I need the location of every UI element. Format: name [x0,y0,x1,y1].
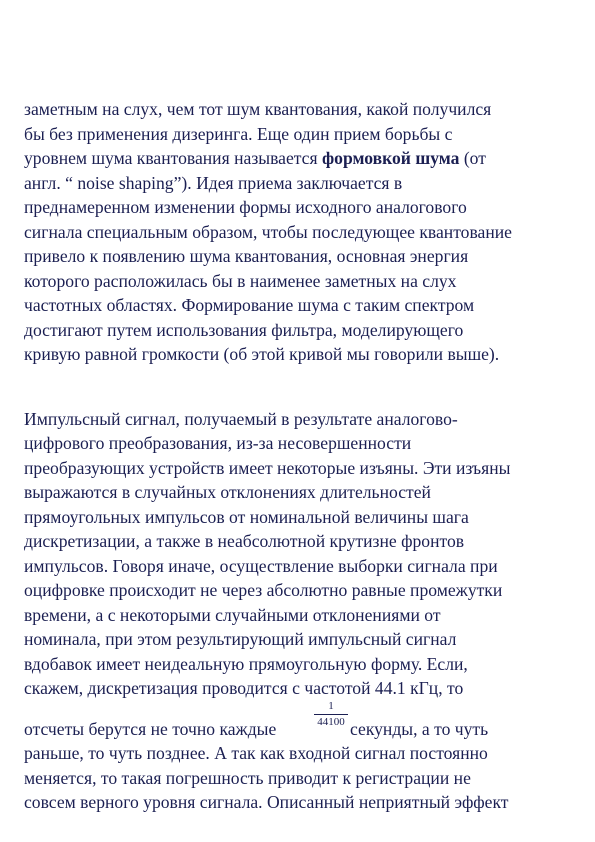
text-line: цифрового преобразования, из-за несовершенности [24,433,412,453]
fraction-text-line [24,699,574,742]
text-line: англ. “ noise shaping”). Идея приема заключается в [24,172,403,193]
fraction-formula [313,699,349,729]
text-line: скажем, дискретизация проводится с частотой 44.1 кГц, то [24,678,464,698]
text-line: оцифровке происходит не через абсолютно равные промежутки [24,580,503,600]
text-line: импульсов. Говоря иначе, осуществление выборки сигнала при [24,555,498,576]
text-line: бы без применения дизеринга. Еще один прием борьбы с [24,123,453,144]
document-page [24,97,574,815]
text-line: номинала, при этом результирующий импульсный сигнал [24,629,457,649]
fraction-numerator: 1 [328,699,334,712]
text-line: достигают путем использования фильтра, моделирующего [24,319,464,340]
text-line: привело к появлению шума квантования, основная энергия [24,246,469,266]
text-line: дискретизации, а также в неабсолютной крутизне фронтов [24,531,465,551]
text-line: прямоугольных импульсов от номинальной величины шага [24,506,469,527]
text-run: секунды, а то чуть [350,718,489,739]
text-line: частотных областях. Формирование шума с таким спектром [24,295,475,315]
text-line: выражаются в случайных отклонениях длительностей [24,482,431,502]
text-line: Импульсный сигнал, получаемый в результате аналогово- [24,408,458,429]
text-line: меняется, то такая погрешность приводит к регистрации не [24,767,471,788]
text-line [24,146,574,171]
text-line: сигнала специальным образом, чтобы последующее квантование [24,221,512,242]
text-run: (от [459,148,486,168]
text-run: отсчеты берутся не точно каждые [24,718,277,739]
text-line: заметным на слух, чем тот шум квантования, какой получился [24,99,492,119]
fraction-denominator: 44100 [317,715,345,728]
text-line: которого расположилась бы в наименее заметных на слух [24,270,457,291]
text-line: преднамеренном изменении формы исходного аналогового [24,197,467,217]
text-line: совсем верного уровня сигнала. Описанный неприятный эффект [24,792,509,812]
bold-term: формовкой шума [322,148,460,168]
text-line: преобразующих устройств имеет некоторые изъяны. Эти изъяны [24,457,511,478]
paragraph-gap [24,367,574,407]
text-line: раньше, то чуть позднее. А так как входной сигнал постоянно [24,743,488,763]
text-line: кривую равной громкости (об этой кривой мы говорили выше). [24,344,500,364]
text-run: уровнем шума квантования называется [24,148,322,168]
text-line: времени, а с некоторыми случайными отклонениями от [24,604,441,625]
text-line: вдобавок имеет неидеальную прямоугольную форму. Если, [24,653,468,674]
paragraph-1 [24,97,574,367]
paragraph-2 [24,407,574,815]
